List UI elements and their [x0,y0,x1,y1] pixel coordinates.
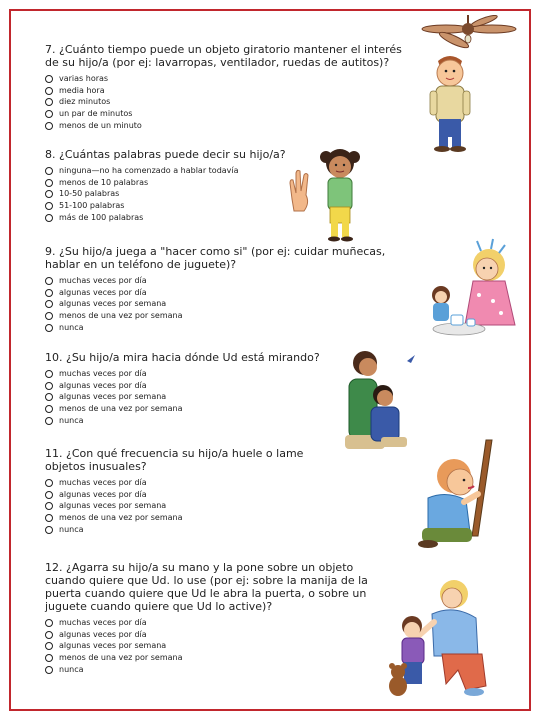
child-figure [371,385,407,447]
answer-option[interactable] [45,415,345,427]
question-10 [45,351,345,426]
answer-option[interactable] [45,489,325,501]
answer-option[interactable] [45,477,325,489]
bird-icon [399,355,415,363]
answer-option[interactable] [45,177,305,189]
answer-option[interactable] [45,617,385,629]
option-label: 10-50 palabras [59,189,120,199]
option-label: menos de un minuto [59,120,142,130]
answer-option[interactable] [45,298,407,310]
radio-button[interactable] [45,502,53,510]
option-label: nunca [59,415,84,425]
question-10-title: 10. ¿Su hijo/a mira hacia dónde Ud está mirando? [45,351,320,364]
question-7-options [45,73,413,131]
answer-option[interactable] [45,287,407,299]
option-label: menos de 10 palabras [59,177,149,187]
counting-hand-and-girl-illustration [286,143,381,243]
option-label: algunas veces por día [59,629,147,639]
answer-option[interactable] [45,629,385,641]
option-label: diez minutos [59,97,111,107]
question-7-title: 7. ¿Cuánto tiempo puede un objeto giratorio mantener el interés de su hijo/a (por ej: lavarropas, ventilador, ruedas de autitos)? [45,43,402,69]
question-9-options [45,275,407,333]
radio-button[interactable] [45,666,53,674]
boy-with-fan-illustration [416,15,521,153]
radio-button[interactable] [45,514,53,522]
radio-button[interactable] [45,110,53,118]
option-label: muchas veces por día [59,618,147,627]
child-licking-object-illustration [406,436,511,551]
question-11 [45,447,325,535]
answer-option[interactable] [45,73,413,85]
child-leading-hand-illustration [386,574,506,700]
stick-icon [472,440,492,536]
answer-option[interactable] [45,403,345,415]
answer-option[interactable] [45,664,385,676]
child-figure [418,459,478,548]
radio-button[interactable] [45,654,53,662]
radio-button[interactable] [45,405,53,413]
radio-button[interactable] [45,382,53,390]
answer-option[interactable] [45,380,345,392]
option-label: muchas veces por día [59,369,147,378]
adult-figure [416,580,486,696]
radio-button[interactable] [45,526,53,534]
question-10-options [45,368,345,426]
option-label: más de 100 palabras [59,212,144,222]
answer-option[interactable] [45,85,413,97]
radio-button[interactable] [45,202,53,210]
girl-figure [320,149,360,242]
radio-button[interactable] [45,370,53,378]
radio-button[interactable] [45,479,53,487]
teddy-bear-icon [389,663,407,696]
radio-button[interactable] [45,393,53,401]
radio-button[interactable] [45,179,53,187]
radio-button[interactable] [45,75,53,83]
hand-icon [290,170,308,211]
boy-figure [430,56,470,152]
option-label: media hora [59,85,105,95]
option-label: varias horas [59,74,109,83]
answer-option[interactable] [45,652,385,664]
radio-button[interactable] [45,619,53,627]
radio-button[interactable] [45,324,53,332]
radio-button[interactable] [45,642,53,650]
radio-button[interactable] [45,289,53,297]
option-label: algunas veces por día [59,287,147,297]
option-label: ninguna—no ha comenzado a hablar todavía [59,166,239,175]
answer-option[interactable] [45,212,305,224]
question-8-title: 8. ¿Cuántas palabras puede decir su hijo/a? [45,148,286,161]
radio-button[interactable] [45,214,53,222]
option-label: menos de una vez por semana [59,404,183,414]
radio-button[interactable] [45,491,53,499]
radio-button[interactable] [45,167,53,175]
radio-button[interactable] [45,122,53,130]
radio-button[interactable] [45,87,53,95]
doll-figure [432,286,450,321]
option-label: menos de una vez por semana [59,653,183,663]
answer-option[interactable] [45,200,305,212]
answer-option[interactable] [45,500,325,512]
question-12-options [45,617,385,675]
option-label: algunas veces por semana [59,299,167,309]
radio-button[interactable] [45,312,53,320]
radio-button[interactable] [45,190,53,198]
radio-button[interactable] [45,300,53,308]
radio-button[interactable] [45,98,53,106]
question-11-options [45,477,325,535]
answer-option[interactable] [45,322,407,334]
radio-button[interactable] [45,277,53,285]
option-label: nunca [59,664,84,674]
question-8 [45,148,305,223]
question-7 [45,43,413,131]
ceiling-fan-icon [422,15,516,50]
answer-option[interactable] [45,120,413,132]
option-label: algunas veces por semana [59,501,167,511]
answer-option[interactable] [45,275,407,287]
answer-option[interactable] [45,310,407,322]
answer-option[interactable] [45,368,345,380]
option-label: menos de una vez por semana [59,513,183,523]
option-label: muchas veces por día [59,478,147,487]
radio-button[interactable] [45,417,53,425]
child-figure [402,616,424,684]
option-label: algunas veces por día [59,489,147,499]
radio-button[interactable] [45,631,53,639]
pretend-play-illustration [419,235,521,341]
answer-option[interactable] [45,524,325,536]
question-9-title: 9. ¿Su hijo/a juega a "hacer como si" (por ej: cuidar muñecas, hablar en un teléfono de juguete)? [45,245,386,271]
option-label: 51-100 palabras [59,201,125,211]
option-label: nunca [59,524,84,534]
answer-option[interactable] [45,391,345,403]
option-label: muchas veces por día [59,276,147,285]
question-11-title: 11. ¿Con qué frecuencia su hijo/a huele o lame objetos inusuales? [45,447,304,473]
questionnaire-page [9,9,531,711]
option-label: algunas veces por semana [59,392,167,402]
answer-option[interactable] [45,108,413,120]
girl-figure [465,239,515,325]
question-12 [45,561,385,675]
question-12-title: 12. ¿Agarra su hijo/a su mano y la pone sobre un objeto cuando quiere que Ud. lo use (por ej: sobre la manija de la puerta cuando quiere que Ud le abra la puerta, o sobre un juguete cuando quiere que Ud lo active)? [45,561,368,613]
question-9 [45,245,407,333]
answer-option[interactable] [45,96,413,108]
option-label: un par de minutos [59,109,133,119]
answer-option[interactable] [45,640,385,652]
question-8-options [45,165,305,223]
option-label: algunas veces por día [59,380,147,390]
option-label: nunca [59,322,84,332]
option-label: menos de una vez por semana [59,311,183,321]
answer-option[interactable] [45,188,305,200]
answer-option[interactable] [45,512,325,524]
option-label: algunas veces por semana [59,641,167,651]
answer-option[interactable] [45,165,305,177]
